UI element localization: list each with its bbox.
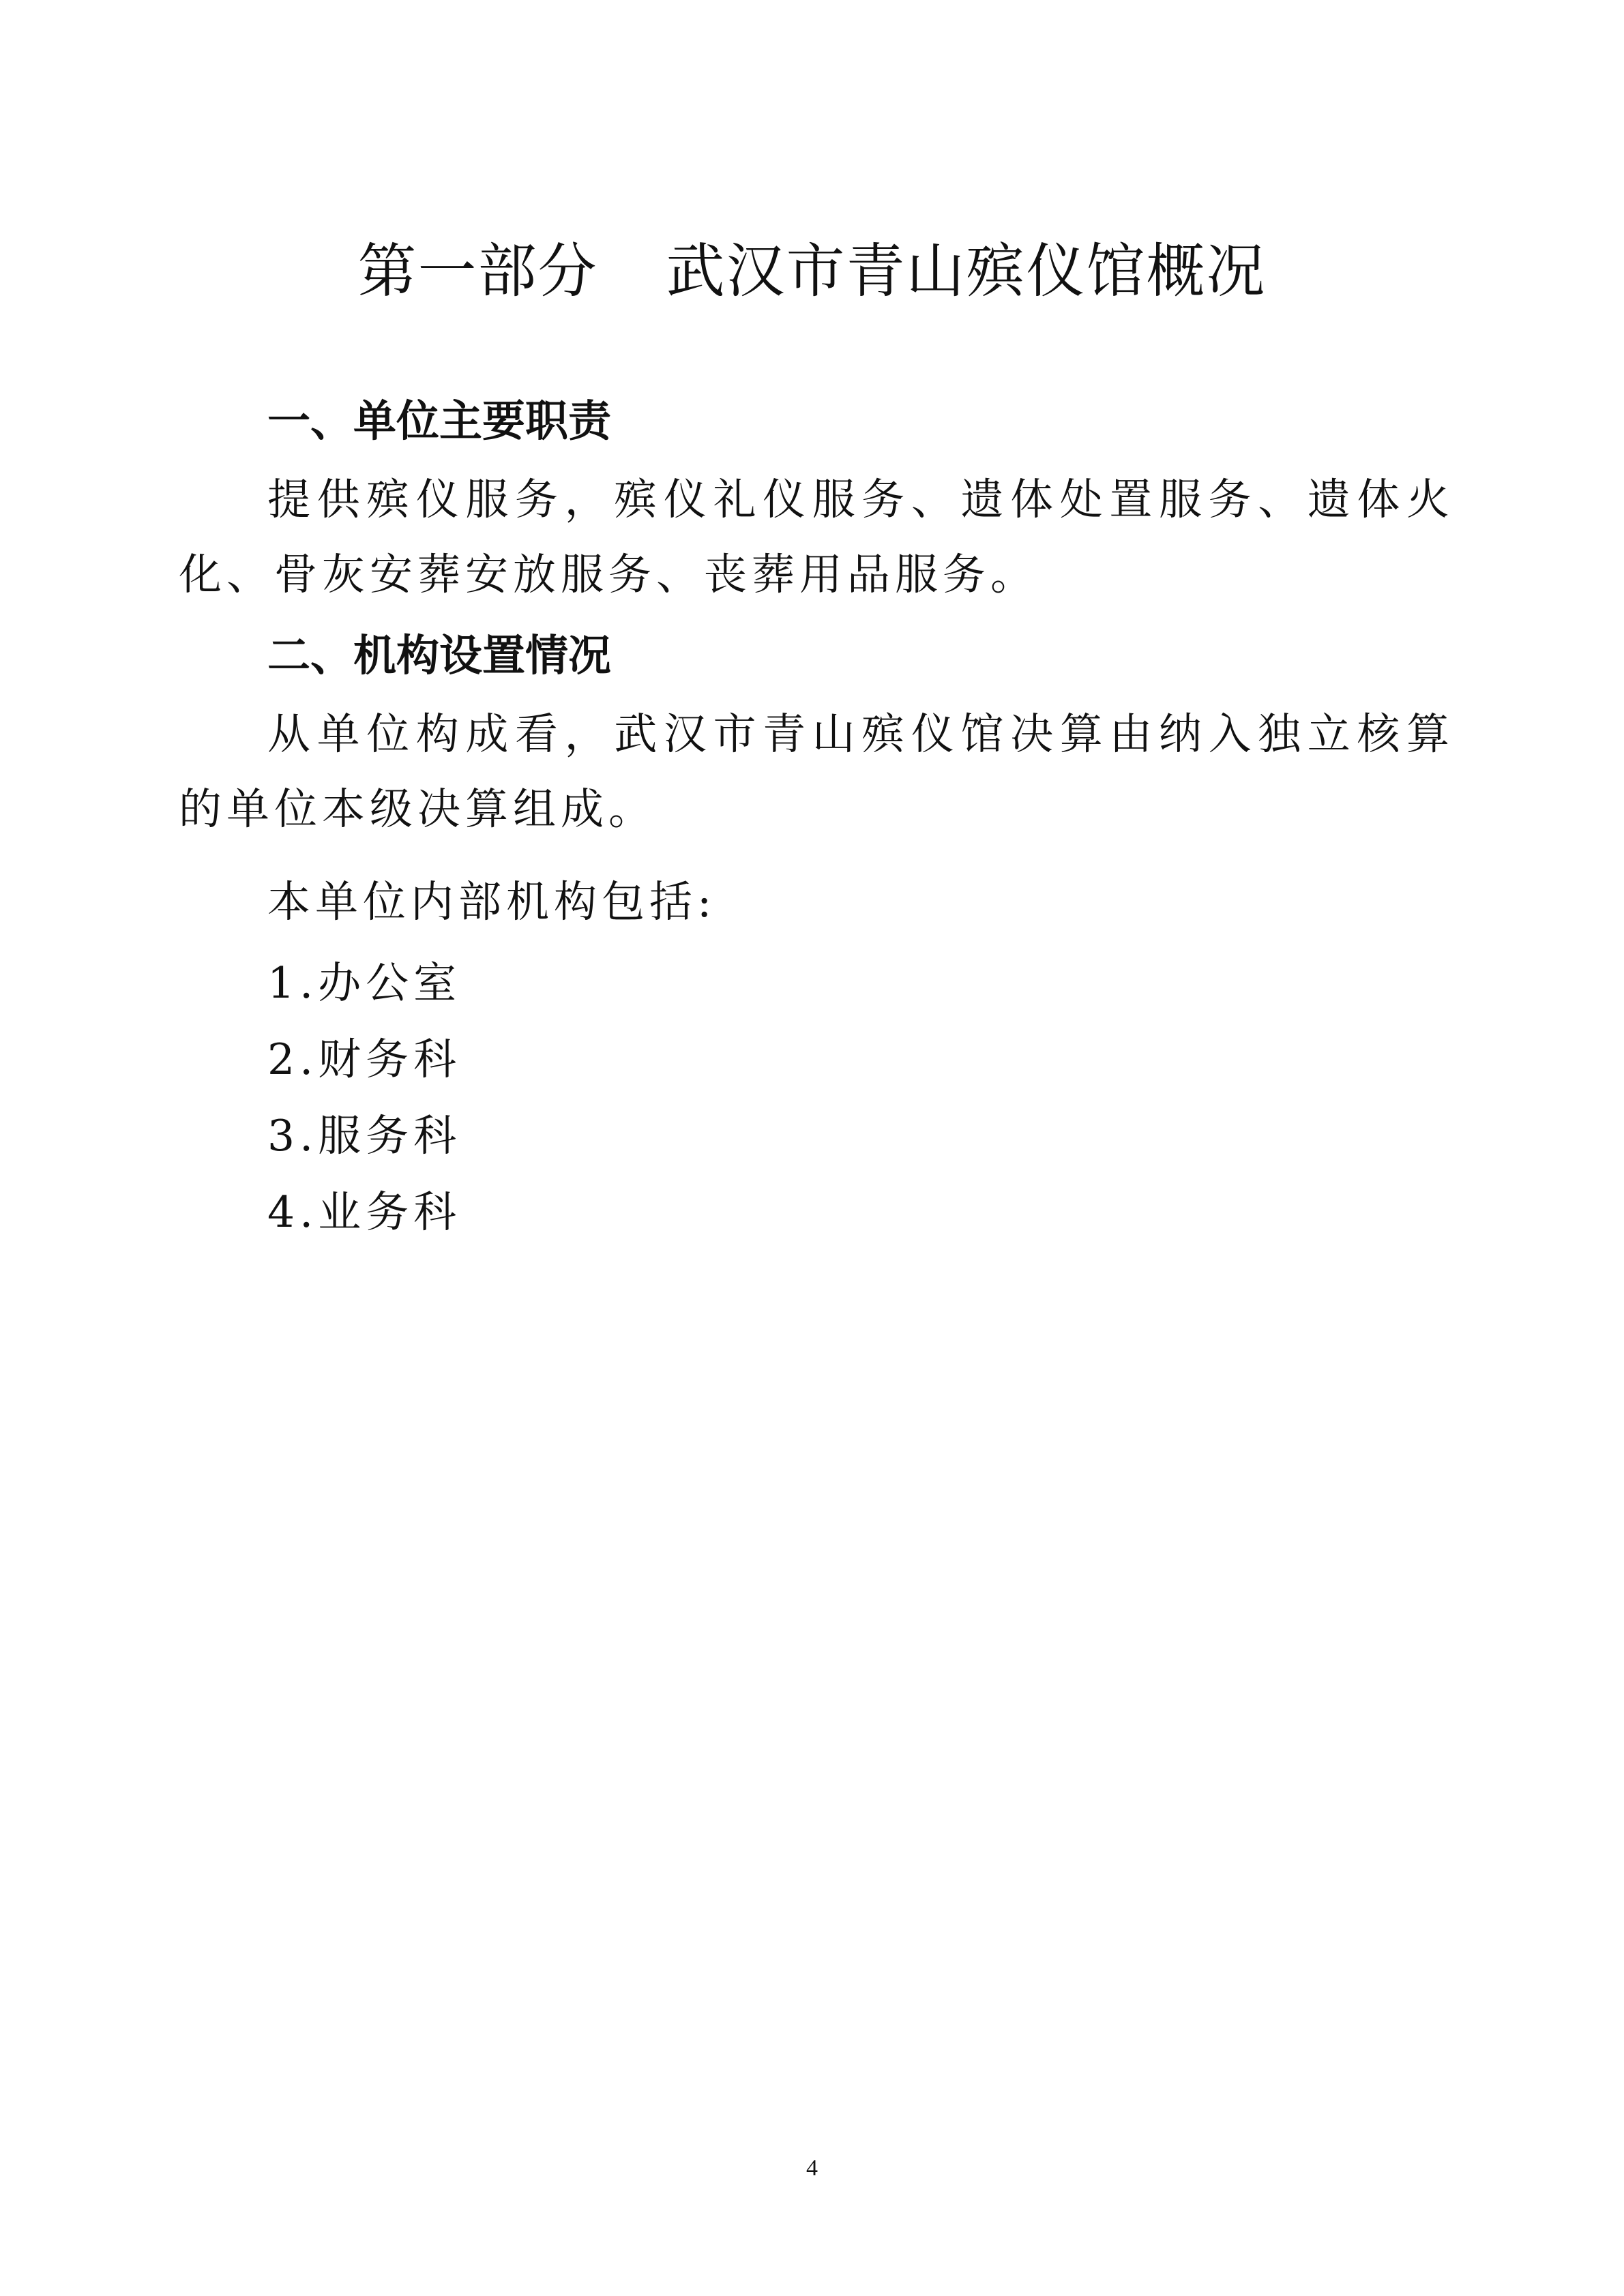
section-heading-duties: 一、单位主要职责 xyxy=(267,396,611,446)
title-part: 第一部分 xyxy=(357,237,598,305)
list-item-business: 4.业务科 xyxy=(267,1187,462,1237)
structure-intro: 本单位内部机构包括: xyxy=(267,877,717,927)
page-number: 4 xyxy=(806,2156,818,2181)
page-title xyxy=(0,230,1624,312)
list-item-service: 3.服务科 xyxy=(267,1111,462,1161)
title-name: 武汉市青山殡仪馆概况 xyxy=(666,237,1267,305)
list-item-finance: 2.财务科 xyxy=(267,1034,462,1084)
paragraph-duties: 提供殡仪服务，殡仪礼仪服务、遗体处置服务、遗体火化、骨灰安葬安放服务、丧葬用品服务。 xyxy=(179,475,1454,599)
list-item-office: 1.办公室 xyxy=(267,958,462,1008)
paragraph-structure: 从单位构成看，武汉市青山殡仪馆决算由纳入独立核算的单位本级决算组成。 xyxy=(179,709,1454,834)
section-heading-structure: 二、机构设置情况 xyxy=(267,631,611,681)
